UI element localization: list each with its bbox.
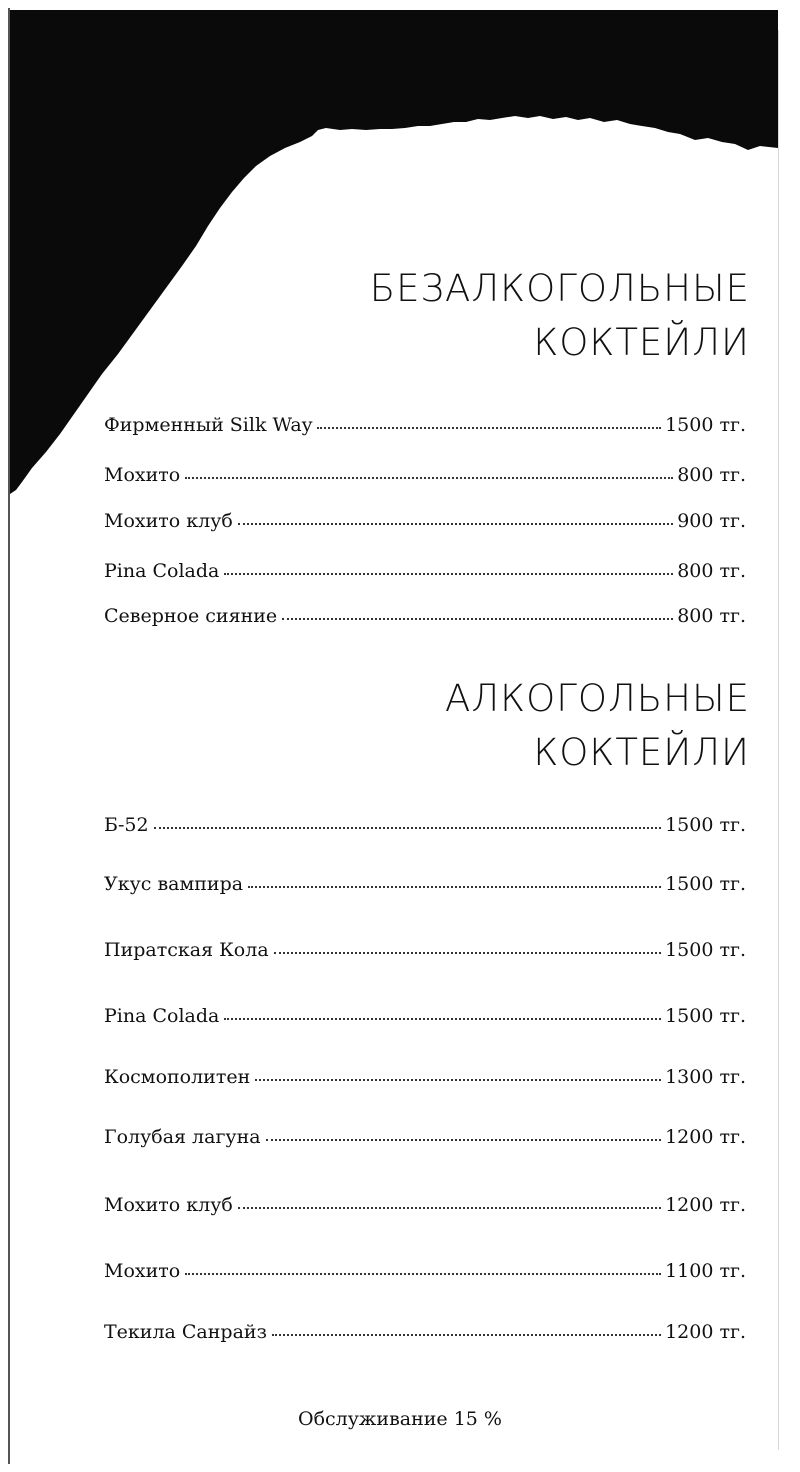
heading-line: КОКТЕЙЛИ [533, 731, 750, 774]
menu-item [104, 1321, 746, 1349]
item-name: Pina Colada [104, 560, 220, 582]
item-name: Укус вампира [104, 873, 244, 895]
item-name: Голубая лагуна [104, 1126, 261, 1148]
item-name: Pina Colada [104, 1005, 220, 1027]
dot-leader [224, 559, 673, 575]
item-price: 1500 тг. [665, 414, 746, 436]
item-price: 800 тг. [677, 464, 746, 486]
dot-leader [185, 463, 673, 479]
item-price: 900 тг. [677, 510, 746, 532]
dot-leader [248, 872, 661, 888]
item-name: Мохито клуб [104, 1194, 233, 1216]
item-name: Мохито клуб [104, 510, 233, 532]
item-price: 1200 тг. [665, 1126, 746, 1148]
item-price: 1500 тг. [665, 1005, 746, 1027]
menu-item [104, 1066, 746, 1094]
heading-line: КОКТЕЙЛИ [533, 321, 750, 364]
menu-item [104, 814, 746, 842]
dot-leader [274, 938, 661, 954]
item-name: Мохито [104, 464, 181, 486]
menu-item [104, 1126, 746, 1154]
item-price: 800 тг. [677, 605, 746, 627]
dot-leader [154, 813, 662, 829]
menu-item [104, 1260, 746, 1288]
item-price: 1100 тг. [665, 1260, 746, 1282]
menu-item [104, 560, 746, 588]
menu-item [104, 414, 746, 442]
item-name: Космополитен [104, 1066, 251, 1088]
alcoholic-cocktails-heading [445, 672, 750, 780]
item-name: Северное сияние [104, 605, 278, 627]
dot-leader [266, 1125, 662, 1141]
dot-leader [272, 1320, 661, 1336]
item-price: 1500 тг. [665, 873, 746, 895]
menu-item [104, 939, 746, 967]
item-price: 1300 тг. [665, 1066, 746, 1088]
dot-leader [255, 1065, 661, 1081]
dot-leader [282, 604, 673, 620]
menu-item [104, 1005, 746, 1033]
dot-leader [185, 1259, 661, 1275]
item-price: 1500 тг. [665, 939, 746, 961]
dot-leader [238, 1193, 661, 1209]
menu-item [104, 873, 746, 901]
menu-item [104, 510, 746, 538]
item-price: 1200 тг. [665, 1194, 746, 1216]
item-name: Пиратская Кола [104, 939, 269, 961]
item-name: Мохито [104, 1260, 181, 1282]
menu-item [104, 605, 746, 633]
service-charge-note: Обслуживание 15 % [298, 1408, 502, 1430]
item-name: Текила Санрайз [104, 1321, 267, 1343]
heading-line: АЛКОГОЛЬНЫЕ [445, 677, 750, 720]
dot-leader [317, 413, 661, 429]
item-price: 1200 тг. [665, 1321, 746, 1343]
heading-line: БЕЗАЛКОГОЛЬНЫЕ [369, 267, 750, 310]
item-name: Фирменный Silk Way [104, 414, 313, 436]
menu-item [104, 1194, 746, 1222]
dot-leader [224, 1004, 661, 1020]
item-price: 1500 тг. [665, 814, 746, 836]
item-price: 800 тг. [677, 560, 746, 582]
item-name: Б-52 [104, 814, 149, 836]
non-alcoholic-cocktails-heading [370, 262, 750, 370]
dot-leader [238, 509, 673, 525]
menu-item [104, 464, 746, 492]
